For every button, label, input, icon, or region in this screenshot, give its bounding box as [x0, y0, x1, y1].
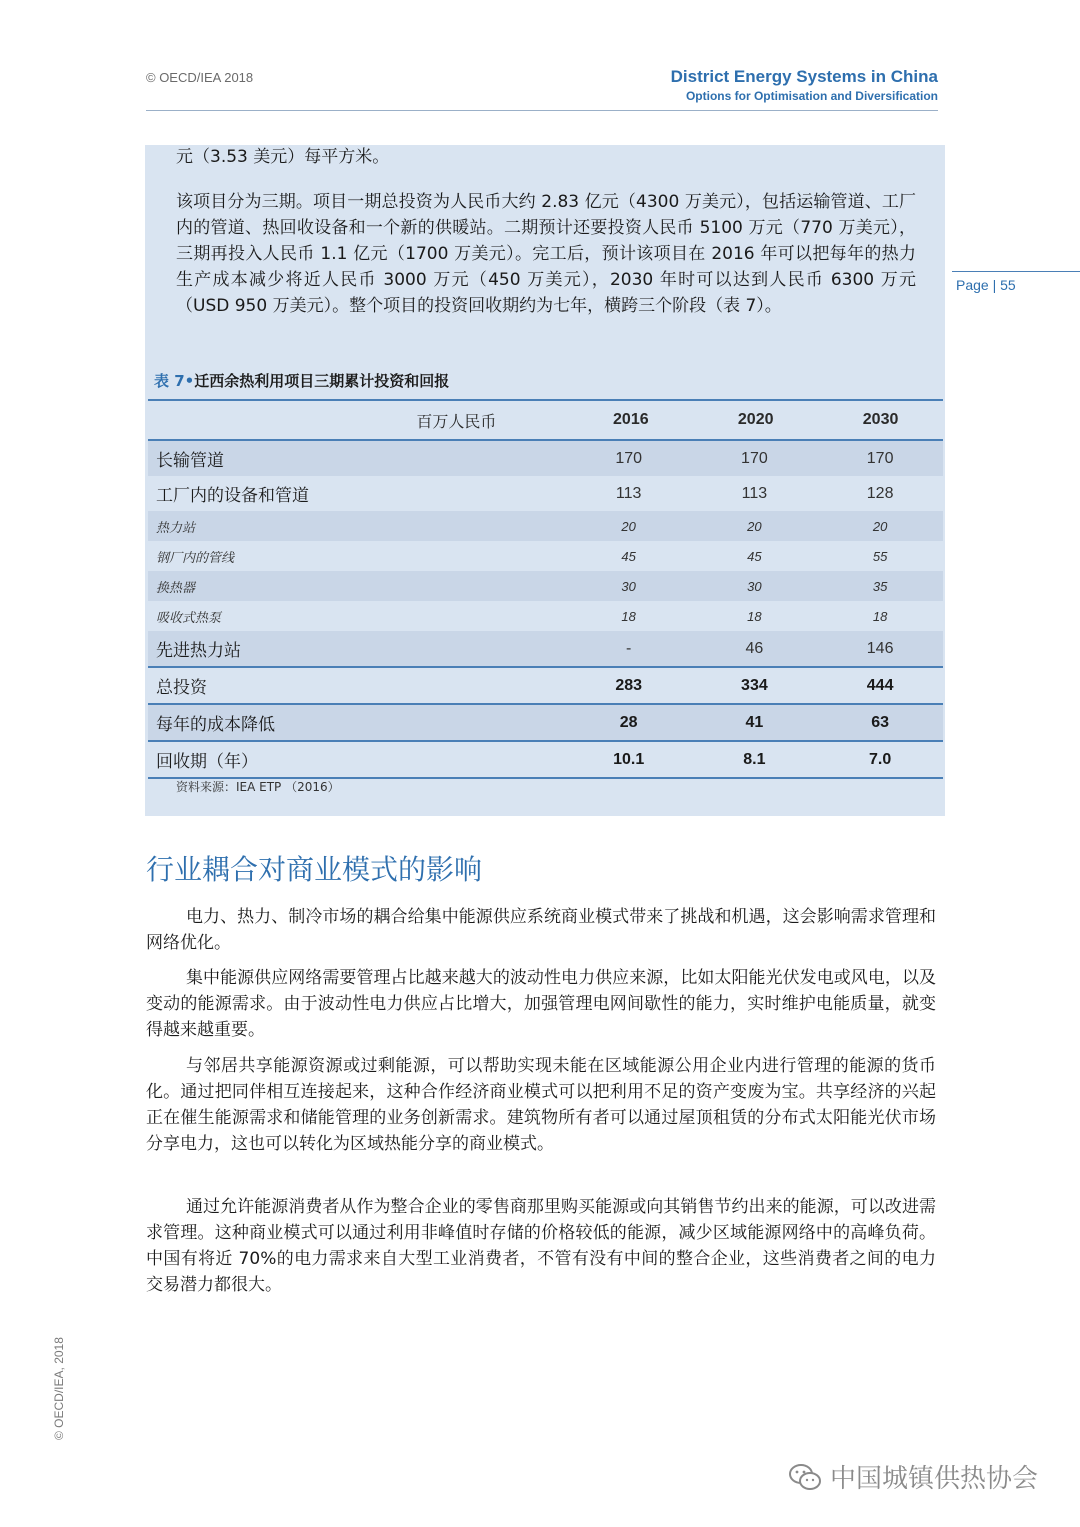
cell-value: 20: [621, 518, 636, 534]
cell-value: 45: [747, 548, 762, 564]
table-row: [148, 601, 943, 631]
cell-value: 8.1: [743, 750, 766, 768]
cell-value: 113: [741, 484, 768, 502]
cell-value: 10.1: [613, 750, 645, 768]
watermark: [788, 1458, 1038, 1495]
cell-value: 18: [872, 608, 888, 624]
row-label: 换热器: [156, 580, 196, 596]
cell-value: 20: [747, 518, 762, 534]
row-label: 总投资: [156, 678, 207, 698]
cell-value: 63: [871, 713, 890, 731]
box-paragraph-1: 元（3.53 美元）每平方米。: [176, 147, 390, 167]
table-caption-number: 表 7: [154, 372, 185, 390]
cell-value: 55: [872, 548, 888, 564]
cell-value: 170: [615, 449, 643, 467]
table-row: [148, 631, 943, 666]
cell-value: 20: [872, 518, 888, 534]
section-heading: 行业耦合对商业模式的影响: [146, 853, 483, 886]
body-paragraph: 集中能源供应网络需要管理占比越来越大的波动性电力供应来源，比如太阳能光伏发电或风电，以及变动的能源需求。由于波动性电力供应占比增大，加强管理电网间歇性的能力，实时维护电能质量，就变得越来越重要。: [146, 968, 936, 1040]
table-caption-text: 迁西余热利用项目三期累计投资和回报: [194, 372, 450, 390]
cell-value: 283: [615, 676, 643, 694]
table-source: 资料来源：IEA ETP （2016）: [176, 780, 340, 794]
report-title: District Energy Systems in China: [670, 67, 938, 86]
row-label: 吸收式热泵: [156, 610, 222, 626]
cell-value: 30: [621, 578, 636, 594]
table-row: [148, 541, 943, 571]
table-caption: [154, 370, 449, 391]
table-row: [148, 705, 943, 740]
header-year: 2016: [613, 411, 649, 428]
cell-value: 35: [872, 578, 888, 594]
cell-value: 128: [866, 484, 894, 502]
cell-value: 146: [866, 639, 894, 657]
header-title-block: [671, 66, 938, 104]
cell-value: 45: [621, 548, 636, 564]
cell-value: 28: [619, 713, 638, 731]
header-unit: 百万人民币: [416, 411, 497, 431]
row-label: 工厂内的设备和管道: [156, 486, 309, 506]
wechat-icon: [788, 1462, 822, 1492]
header-year: 2030: [862, 411, 899, 428]
row-label: 钢厂内的管线: [156, 550, 235, 566]
header-divider: [146, 110, 938, 111]
row-label: 长输管道: [156, 451, 224, 471]
body-paragraph: 通过允许能源消费者从作为整合企业的零售商那里购买能源或向其销售节约出来的能源，可以改进需求管理。这种商业模式可以通过利用非峰值时存储的价格较低的能源，减少区域能源网络中的高峰负荷。中国有将近 70%的电力需求来自大型工业消费者，不管有没有中间的整合企业，这些消费者之间的电力交易潜力都很大。: [146, 1197, 936, 1295]
cell-value: 334: [741, 676, 768, 694]
cell-value: 18: [621, 608, 636, 624]
table-caption-bullet: •: [184, 372, 195, 390]
cell-value: 18: [747, 608, 762, 624]
body-paragraph: 与邻居共享能源资源或过剩能源，可以帮助实现未能在区域能源公用企业内进行管理的能源的货币化。通过把同伴相互连接起来，这种合作经济商业模式可以把利用不足的资产变废为宝。共享经济的兴起正在催生能源需求和储能管理的业务创新需求。建筑物所有者可以通过屋顶租赁的分布式太阳能光伏市场分享电力，这也可以转化为区域热能分享的商业模式。: [146, 1056, 936, 1154]
header-copyright: © OECD/IEA 2018: [146, 70, 254, 85]
table-row: [148, 441, 943, 476]
investment-table: [148, 399, 943, 779]
watermark-text: 中国城镇供热协会: [830, 1464, 1039, 1494]
cell-value: 444: [866, 676, 894, 694]
table-header-row: [148, 401, 943, 439]
table-row: [148, 668, 943, 703]
row-label: 先进热力站: [156, 641, 241, 661]
page-marker-line: [952, 271, 1080, 272]
cell-value: 30: [747, 578, 762, 594]
table-row: [148, 742, 943, 777]
box-paragraph-2: 该项目分为三期。项目一期总投资为人民币大约 2.83 亿元（4300 万美元），包括运输管道、工厂内的管道、热回收设备和一个新的供暖站。二期预计还要投资人民币 5100 万元（770 万美元），三期再投入人民币 1.1 亿元（1700 万美元）。完工后，预计该项目在 2016 年可以把每年的热力生产成本减少将近人民币 3000 万元（450 万美元），2030 年时可以达到人民币 6300 万元（USD 950 万美元）。整个项目的投资回收期约为七年，横跨三个阶段（表 7）。: [176, 192, 916, 316]
cell-value: 46: [745, 639, 764, 657]
cell-value: 41: [745, 713, 764, 731]
cell-value: 113: [615, 484, 642, 502]
cell-value: 7.0: [869, 750, 892, 768]
table-row: [148, 476, 943, 511]
row-label: 回收期（年）: [156, 752, 258, 772]
table-row: [148, 571, 943, 601]
side-copyright: © OECD/IEA, 2018: [52, 1337, 66, 1440]
body-paragraph: 电力、热力、制冷市场的耦合给集中能源供应系统商业模式带来了挑战和机遇，这会影响需求管理和网络优化。: [146, 907, 936, 953]
row-label: 热力站: [156, 520, 196, 536]
header-year: 2020: [737, 411, 774, 428]
report-subtitle: Options for Optimisation and Diversification: [685, 89, 938, 103]
table-row: [148, 511, 943, 541]
cell-value: -: [626, 639, 632, 657]
row-label: 每年的成本降低: [156, 715, 275, 735]
cell-value: 170: [741, 449, 768, 467]
cell-value: 170: [866, 449, 894, 467]
page-number: Page | 55: [956, 277, 1016, 293]
